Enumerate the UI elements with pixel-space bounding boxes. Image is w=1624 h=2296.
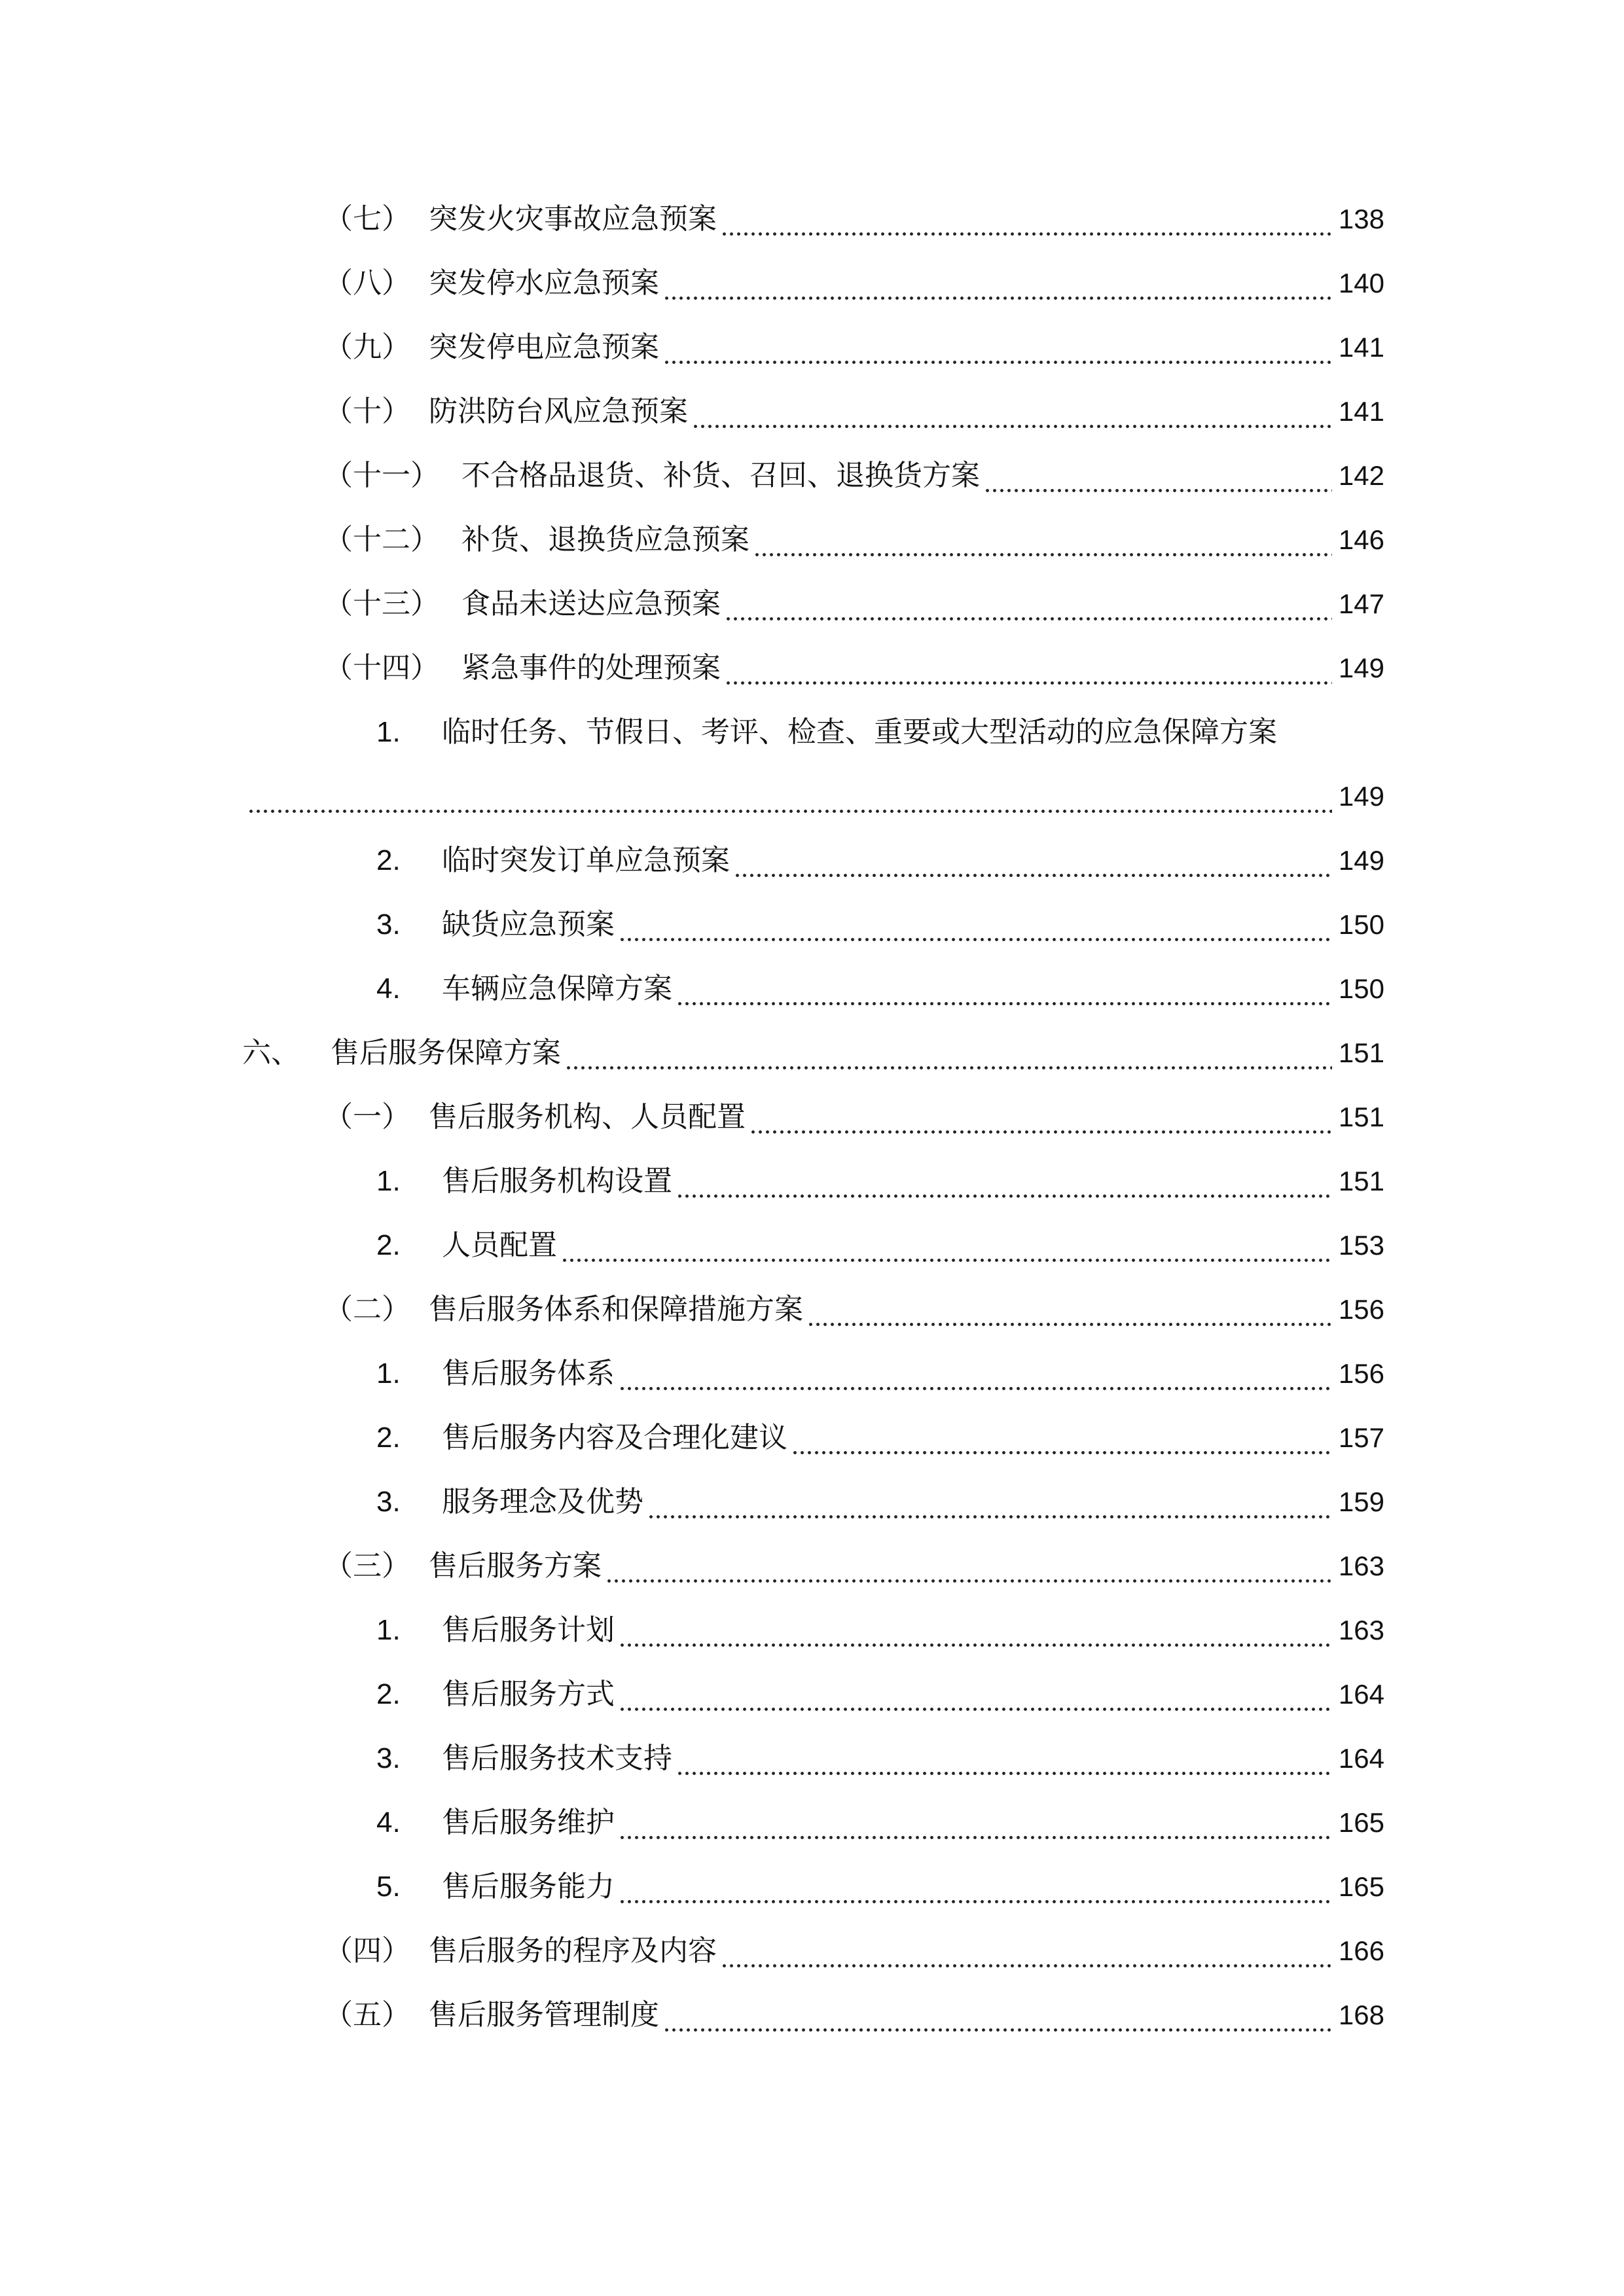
toc-entry-page: 157	[1338, 1422, 1384, 1453]
toc-entry-page: 149	[1338, 653, 1384, 683]
toc-entry-page: 163	[1338, 1615, 1384, 1645]
toc-entry-page: 147	[1338, 588, 1384, 619]
dot-leader	[676, 1158, 1332, 1204]
toc-entry-number: （七）	[324, 202, 410, 236]
toc-entry-title: 售后服务体系	[442, 1357, 615, 1390]
toc-entry[interactable]	[376, 1479, 1384, 1525]
dot-leader	[247, 774, 1332, 819]
toc-entry-title: 售后服务保障方案	[331, 1036, 561, 1069]
toc-entry-number: 六、	[242, 1036, 300, 1069]
toc-entry-number: （九）	[324, 331, 410, 364]
toc-entry[interactable]	[324, 1094, 1384, 1140]
toc-entry[interactable]	[324, 581, 1384, 627]
toc-entry-number: 1.	[376, 1357, 401, 1390]
toc-entry-title: 不合格品退货、补货、召回、退换货方案	[461, 459, 980, 492]
toc-entry[interactable]	[324, 517, 1384, 563]
toc-entry-number: （三）	[324, 1549, 410, 1583]
toc-entry-wrapped-continuation[interactable]	[247, 774, 1384, 819]
dot-leader	[807, 1287, 1332, 1333]
dot-leader	[647, 1479, 1332, 1525]
toc-entry-page: 151	[1338, 1037, 1384, 1068]
toc-entry-page: 141	[1338, 332, 1384, 363]
toc-entry-wrapped[interactable]	[376, 709, 1384, 755]
toc-entry-page: 149	[1338, 781, 1384, 812]
toc-entry-title: 售后服务方式	[442, 1677, 615, 1711]
toc-entry-title: 售后服务管理制度	[429, 1998, 659, 2032]
toc-entry-number: 1.	[376, 1165, 401, 1197]
toc-entry[interactable]	[324, 389, 1384, 435]
toc-entry[interactable]	[376, 1607, 1384, 1653]
toc-entry-title: 防洪防台风应急预案	[429, 395, 688, 428]
toc-entry-page: 163	[1338, 1551, 1384, 1581]
toc-entry-page: 150	[1338, 973, 1384, 1004]
toc-entry-page: 166	[1338, 1935, 1384, 1966]
toc-entry-title: 售后服务能力	[442, 1870, 615, 1903]
toc-entry-title: 车辆应急保障方案	[442, 972, 672, 1005]
toc-entry-title: 售后服务机构、人员配置	[429, 1100, 746, 1134]
toc-entry-page: 164	[1338, 1679, 1384, 1710]
toc-entry[interactable]	[376, 1672, 1384, 1717]
toc-entry-title: 补货、退换货应急预案	[461, 523, 749, 556]
toc-entry-number: 3.	[376, 908, 401, 941]
toc-entry-title: 突发停电应急预案	[429, 331, 659, 364]
toc-entry-number: 5.	[376, 1871, 401, 1903]
toc-entry-number: （十四）	[324, 651, 439, 685]
toc-entry[interactable]	[376, 1864, 1384, 1910]
toc-entry[interactable]	[376, 1351, 1384, 1397]
toc-entry-page: 164	[1338, 1743, 1384, 1774]
toc-entry-page: 141	[1338, 396, 1384, 427]
toc-entry-page: 165	[1338, 1807, 1384, 1838]
toc-entry[interactable]	[376, 1223, 1384, 1268]
toc-entry-page: 168	[1338, 2000, 1384, 2030]
toc-entry-title: 售后服务机构设置	[442, 1164, 672, 1198]
dot-leader	[725, 645, 1332, 691]
toc-entry[interactable]	[242, 1030, 1384, 1076]
toc-entry[interactable]	[376, 1800, 1384, 1846]
toc-entry-page: 151	[1338, 1102, 1384, 1132]
toc-entry-number: 3.	[376, 1486, 401, 1518]
toc-entry-number: （五）	[324, 1998, 410, 2032]
toc-entry[interactable]	[376, 1415, 1384, 1461]
dot-leader	[619, 1672, 1332, 1717]
dot-leader	[984, 453, 1332, 499]
toc-entry-number: （四）	[324, 1934, 410, 1967]
toc-entry-title: 售后服务技术支持	[442, 1742, 672, 1775]
dot-leader	[734, 838, 1332, 884]
toc-entry-page: 138	[1338, 204, 1384, 234]
dot-leader	[721, 1928, 1332, 1974]
toc-entry-number: 4.	[376, 973, 401, 1005]
toc-entry-number: （十一）	[324, 459, 439, 492]
toc-entry[interactable]	[324, 325, 1384, 370]
toc-entry-title: 售后服务方案	[429, 1549, 602, 1583]
toc-entry[interactable]	[324, 1287, 1384, 1333]
toc-entry[interactable]	[376, 838, 1384, 884]
dot-leader	[791, 1415, 1332, 1461]
toc-entry-title: 售后服务内容及合理化建议	[442, 1421, 787, 1454]
toc-entry-number: 2.	[376, 1678, 401, 1710]
toc-entry-title: 缺货应急预案	[442, 908, 615, 941]
toc-entry-title: 食品未送达应急预案	[461, 587, 721, 620]
toc-entry-title: 人员配置	[442, 1229, 557, 1262]
dot-leader	[749, 1094, 1332, 1140]
toc-entry[interactable]	[324, 196, 1384, 242]
toc-entry[interactable]	[324, 645, 1384, 691]
toc-entry-page: 159	[1338, 1486, 1384, 1517]
dot-leader	[676, 1736, 1332, 1782]
dot-leader	[619, 1351, 1332, 1397]
dot-leader	[663, 325, 1332, 370]
toc-entry[interactable]	[324, 453, 1384, 499]
toc-entry-page: 156	[1338, 1294, 1384, 1325]
dot-leader	[725, 581, 1332, 627]
dot-leader	[619, 1864, 1332, 1910]
toc-entry[interactable]	[324, 260, 1384, 306]
dot-leader	[565, 1030, 1332, 1076]
toc-entry[interactable]	[324, 1928, 1384, 1974]
dot-leader	[753, 517, 1332, 563]
dot-leader	[676, 966, 1332, 1012]
toc-entry[interactable]	[376, 902, 1384, 948]
toc-entry-number: 2.	[376, 1229, 401, 1261]
dot-leader	[721, 196, 1332, 242]
toc-entry-title: 售后服务计划	[442, 1613, 615, 1647]
toc-entry-number: （一）	[324, 1100, 410, 1134]
toc-entry[interactable]	[376, 1736, 1384, 1782]
toc-entry-title: 突发停水应急预案	[429, 266, 659, 300]
toc-entry-page: 142	[1338, 460, 1384, 491]
toc-entry-number: 4.	[376, 1806, 401, 1839]
toc-entry-number: 3.	[376, 1742, 401, 1774]
toc-entry-page: 153	[1338, 1230, 1384, 1261]
toc-entry-page: 151	[1338, 1166, 1384, 1196]
toc-entry-number: （十）	[324, 395, 410, 428]
toc-entry-title: 临时任务、节假日、考评、检查、重要或大型活动的应急保障方案	[442, 715, 1277, 749]
toc-entry-title: 紧急事件的处理预案	[461, 651, 721, 685]
toc-entry[interactable]	[324, 1992, 1384, 2038]
toc-entry-number: 2.	[376, 844, 401, 876]
toc-entry-page: 140	[1338, 268, 1384, 298]
toc-entry-title: 服务理念及优势	[442, 1485, 643, 1518]
toc-entry-title: 临时突发订单应急预案	[442, 844, 730, 877]
toc-entry-title: 突发火灾事故应急预案	[429, 202, 717, 236]
toc-entry-title: 售后服务维护	[442, 1806, 615, 1839]
toc-entry-page: 165	[1338, 1871, 1384, 1902]
toc-entry-number: （二）	[324, 1293, 410, 1326]
toc-entry-number: 1.	[376, 716, 401, 748]
dot-leader	[619, 902, 1332, 948]
dot-leader	[692, 389, 1332, 435]
dot-leader	[619, 1607, 1332, 1653]
dot-leader	[663, 1992, 1332, 2038]
dot-leader	[605, 1543, 1332, 1589]
toc-entry-page: 156	[1338, 1358, 1384, 1389]
toc-entry-page: 146	[1338, 524, 1384, 555]
dot-leader	[663, 260, 1332, 306]
toc-entry[interactable]	[324, 1543, 1384, 1589]
dot-leader	[561, 1223, 1332, 1268]
toc-entry-number: （十三）	[324, 587, 439, 620]
toc-entry-number: 2.	[376, 1422, 401, 1454]
toc-entry-title: 售后服务体系和保障措施方案	[429, 1293, 803, 1326]
toc-entry-title: 售后服务的程序及内容	[429, 1934, 717, 1967]
toc-entry-page: 150	[1338, 909, 1384, 940]
toc-entry[interactable]	[376, 966, 1384, 1012]
toc-entry-number: （八）	[324, 266, 410, 300]
toc-entry[interactable]	[376, 1158, 1384, 1204]
toc-entry-number: （十二）	[324, 523, 439, 556]
dot-leader	[619, 1800, 1332, 1846]
toc-entry-page: 149	[1338, 845, 1384, 876]
toc-entry-number: 1.	[376, 1614, 401, 1646]
